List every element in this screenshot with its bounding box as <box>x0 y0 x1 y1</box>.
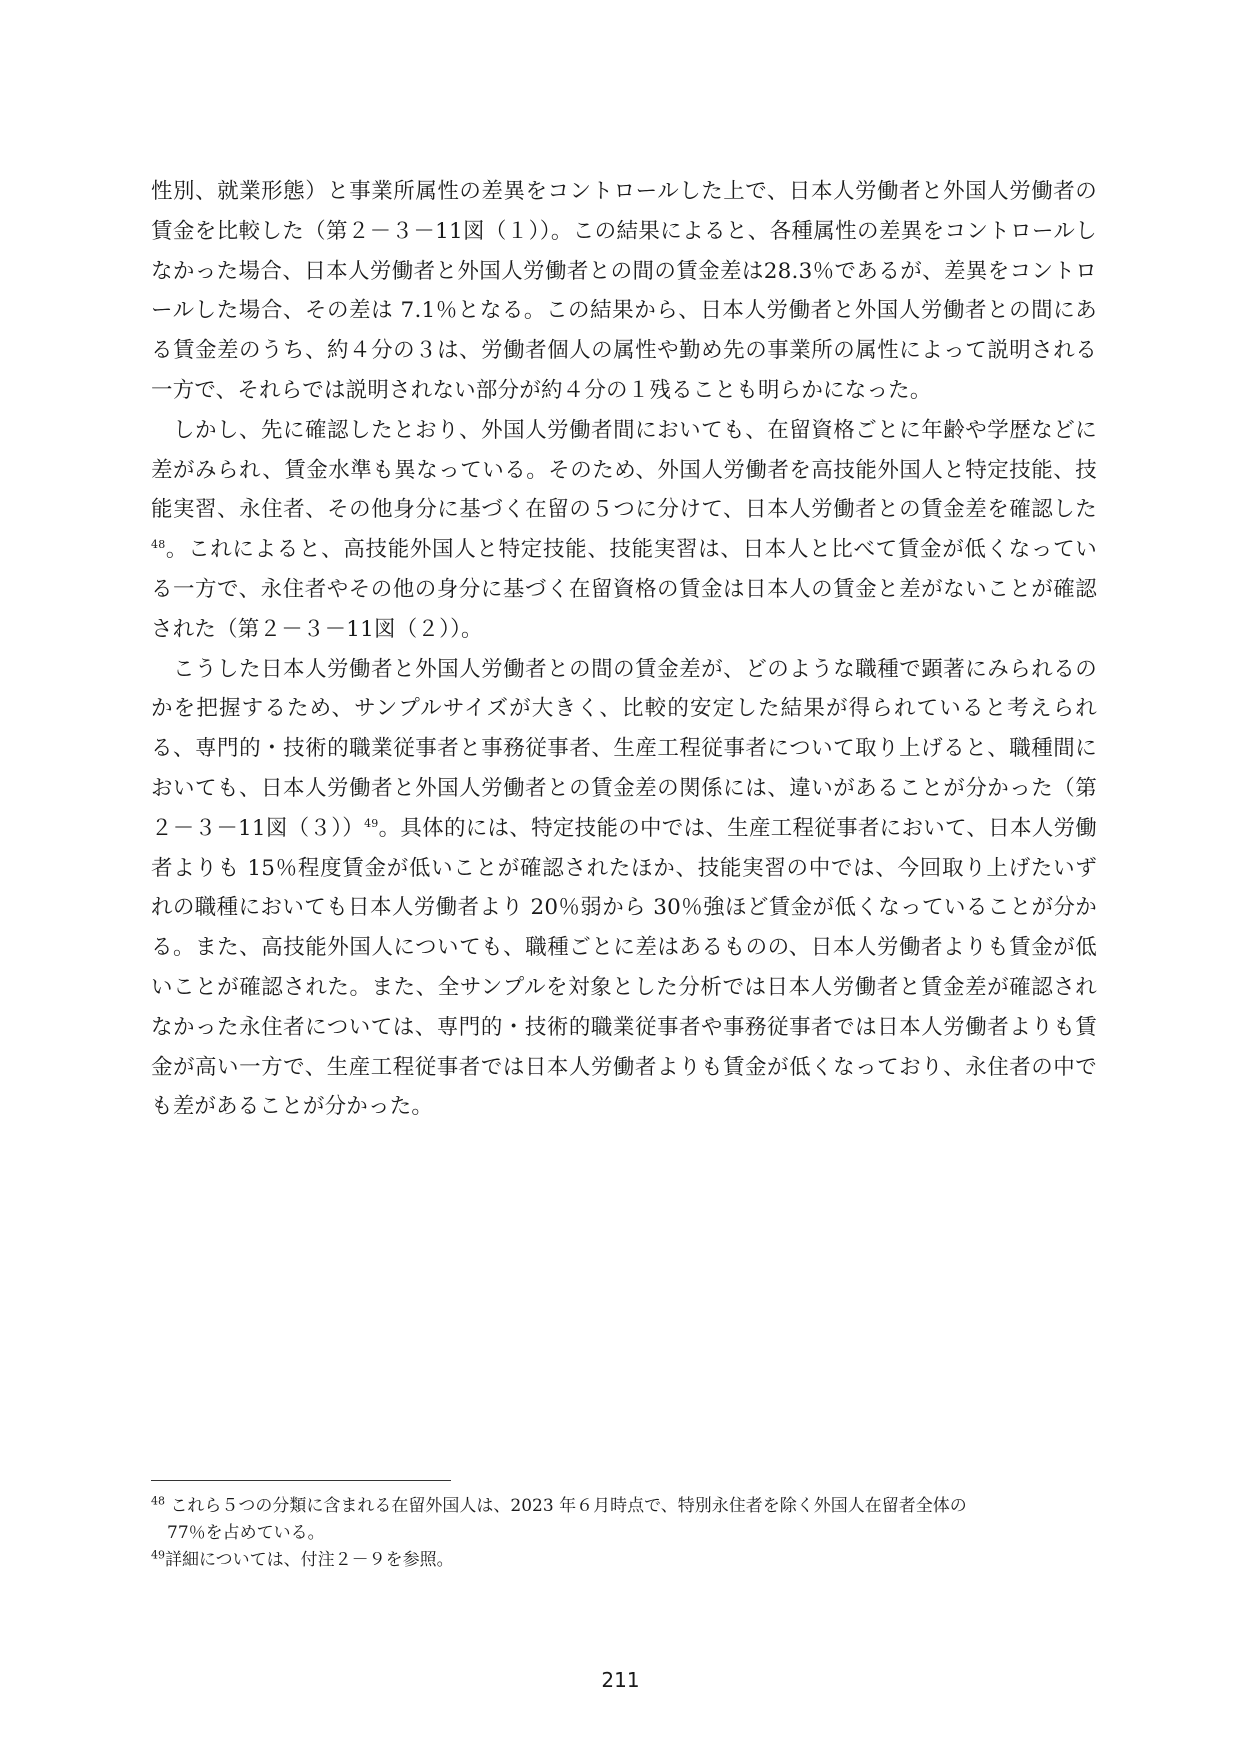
footnotes <box>151 1493 1097 1574</box>
footnote-48-text-line1: これら５つの分類に含まれる在留外国人は、2023 年６月時点で、特別永住者を除く外国人在留者全体の <box>170 1496 967 1516</box>
paragraph-3 <box>151 650 1097 1128</box>
paragraph-2 <box>151 411 1097 650</box>
paragraph-3-part-2: 。具体的には、特定技能の中では、生産工程従事者において、日本人労働者よりも 15％程度賃金が低いことが確認されたほか、技能実習の中では、今回取り上げたいずれの職種においても日本人労働者より 20％弱から 30％強ほど賃金が低くなっていることが分かる。また、高技能外国人についても、職種ごとに差はあるものの、日本人労働者よりも賃金が低いことが確認された。また、全サンプルを対象とした分析では日本人労働者と賃金差が確認されなかった永住者については、専門的・技術的職業従事者や事務従事者では日本人労働者よりも賃金が高い一方で、生産工程従事者では日本人労働者よりも賃金が低くなっており、永住者の中でも差があることが分かった。 <box>151 815 1097 1120</box>
footnote-separator <box>151 1480 451 1481</box>
footnote-ref-49: 49 <box>364 816 379 830</box>
paragraph-1: 性別、就業形態）と事業所属性の差異をコントロールした上で、日本人労働者と外国人労働者の賃金を比較した（第２－３－11図（１））。この結果によると、各種属性の差異をコントロールしなかった場合、日本人労働者と外国人労働者との間の賃金差は28.3％であるが、差異をコントロールした場合、その差は 7.1％となる。この結果から、日本人労働者と外国人労働者との間にある賃金差のうち、約４分の３は、労働者個人の属性や勤め先の事業所の属性によって説明される一方で、それらでは説明されない部分が約４分の１残ることも明らかになった。 <box>151 179 1097 403</box>
footnote-49 <box>151 1547 1097 1574</box>
footnote-49-text: 詳細については、付注２－９を参照。 <box>165 1550 454 1570</box>
footnote-48-mark: 48 <box>151 1494 165 1508</box>
footnote-48 <box>151 1493 1097 1547</box>
footnote-49-mark: 49 <box>151 1548 165 1562</box>
footnote-ref-48: 48 <box>151 538 166 552</box>
paragraph-2-part-2: 。これによると、高技能外国人と特定技能、技能実習は、日本人と比べて賃金が低くなっている一方で、永住者やその他の身分に基づく在留資格の賃金は日本人の賃金と差がないことが確認された（第２－３－11図（２））。 <box>151 537 1097 642</box>
body-text <box>151 172 1097 1127</box>
paragraph-2-part-1: しかし、先に確認したとおり、外国人労働者間においても、在留資格ごとに年齢や学歴などに差がみられ、賃金水準も異なっている。そのため、外国人労働者を高技能外国人と特定技能、技能実習、永住者、その他身分に基づく在留の５つに分けて、日本人労働者との賃金差を確認した <box>151 417 1097 523</box>
page-number: 211 <box>601 1668 640 1692</box>
paragraph-3-part-1: こうした日本人労働者と外国人労働者との間の賃金差が、どのような職種で顕著にみられるのかを把握するため、サンプルサイズが大きく、比較的安定した結果が得られていると考えられる、専門的・技術的職業従事者と事務従事者、生産工程従事者について取り上げると、職種間においても、日本人労働者と外国人労働者との賃金差の関係には、違いがあることが分かった（第２－３－11図（３）） <box>151 656 1097 841</box>
footnote-48-text-line2: 77％を占めている。 <box>167 1523 325 1543</box>
